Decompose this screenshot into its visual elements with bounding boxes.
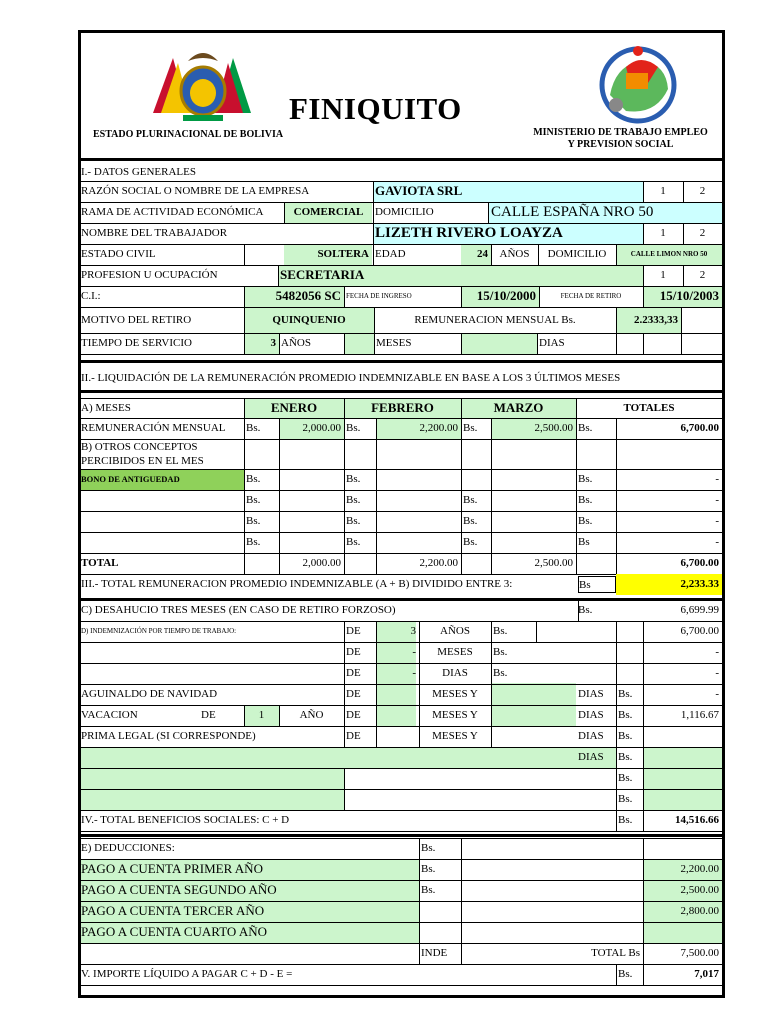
- ministry-logo-icon: [596, 43, 681, 128]
- finiquito-document: FINIQUITO ESTADO PLURINACIONAL DE BOLIVIA MINISTERIO DE TRABAJO EMPLEO Y PREVISION SOCIAL I.- DATOS GENERALES RAZÓN SOCIAL O NOMBRE DE LA EMPRESA GAVIOTA SRL 1 2 RAMA DE ACTIVIDAD ECONÓMICA COMERCIAL DOMICILIO CALLE ESPAÑA NRO 50 NOMBRE DEL TRABAJADOR LIZETH RIVERO LOAYZA 1 2 ESTADO CIVIL SOLTERA EDAD 24 AÑOS DOMICILIO CALLE LIMON NRO 50 PROFESION U OCUPACIÓN SECRETARIA 1 2 C.I.: 5482056 SC FECHA DE INGRESO 15/10/2000 FECHA DE RETIRO 15/10/2003 MOTIVO DEL RETIRO QUINQUENIO REMUNERACION MENSUAL Bs. 2.2333,33 TIEMPO DE SERVICIO 3 AÑOS MESES DIAS II.- LIQUIDACIÓN DE LA REMUNERACIÓN PROMEDIO INDEMNIZABLE EN BASE A LOS 3 ÚLTIMOS MESES A) MESES ENERO FEBRERO MARZO TOTALES REMUNERACIÓN MENSUAL Bs. 2,000.00 Bs. 2,200.00 Bs. 2,500.00 Bs. 6,700.00 B) OTROS CONCEPTOS PERCIBIDOS EN EL MES BONO DE ANTIGUEDAD Bs. Bs. Bs. - Bs. Bs. Bs. Bs. - Bs. Bs. Bs. Bs. - Bs. Bs. Bs. Bs - TOTAL 2,000.00 2,200.00 2,500.00 6,700.00 III.- TOTAL REMUNERACION PROMEDIO INDEMNIZABLE (A + B) DIVIDIDO ENTRE 3: Bs 2,233.33 C) DESAHUCIO TRES MESES (EN CASO DE RETIRO FORZOSO) Bs. 6,699.99 D) INDEMNIZACIÓN POR TIEMPO DE TRABAJO: DE 3 AÑOS Bs. 6,700.00 DE - MESES Bs. - DE - DIAS Bs. - AGUINALDO DE NAVIDAD DE MESES Y DIAS Bs. - VACACION DE 1 AÑO DE MESES Y DIAS Bs. 1,116.67 PRIMA LEGAL (SI CORRESPONDE) DE MESES Y DIAS Bs. DIAS Bs. Bs. Bs. IV.- TOTAL BENEFICIOS SOCIALES: C + D Bs. 14,516.66 E) DEDUCCIONES: Bs. PAGO A CUENTA PRIMER AÑO Bs. 2,200.00 PAGO A CUENTA SEGUNDO AÑO Bs. 2,500.00 PAGO A CUENTA TERCER AÑO 2,800.00 PAGO A CUENTA CUARTO AÑO INDE TOTAL Bs 7,500.00 V. IMPORTE LÍQUIDO A PAGAR C + D - E = Bs. 7,017: [78, 30, 725, 998]
- rama-value: COMERCIAL: [293, 206, 364, 218]
- motivo-value: QUINQUENIO: [272, 314, 346, 326]
- pago-1-label: PAGO A CUENTA PRIMER AÑO: [81, 861, 263, 876]
- month-3: MARZO: [493, 400, 544, 415]
- ingreso-value: 15/10/2000: [476, 288, 536, 303]
- section-4-title: IV.- TOTAL BENEFICIOS SOCIALES: C + D: [81, 814, 290, 826]
- liquido-pagar-value: 7,017: [694, 968, 719, 980]
- domicilio-value: CALLE ESPAÑA NRO 50: [491, 204, 654, 220]
- pago-4-label: PAGO A CUENTA CUARTO AÑO: [81, 924, 267, 939]
- bono-antiguedad-label: BONO DE ANTIGUEDAD: [81, 474, 180, 484]
- section-3-title: III.- TOTAL REMUNERACION PROMEDIO INDEMNIZABLE (A + B) DIVIDIDO ENTRE 3:: [81, 578, 513, 590]
- domicilio2-value: CALLE LIMON NRO 50: [630, 250, 708, 258]
- trabajador-value: LIZETH RIVERO LOAYZA: [375, 225, 563, 241]
- section-5-title: V. IMPORTE LÍQUIDO A PAGAR C + D - E =: [81, 968, 293, 980]
- tiempo-value: 3: [270, 337, 276, 349]
- remuneracion-value: 2.2333,33: [634, 314, 678, 326]
- coat-of-arms-icon: [143, 43, 263, 128]
- civil-value: SOLTERA: [317, 248, 369, 260]
- document-title: FINIQUITO: [289, 91, 462, 126]
- empresa-value: GAVIOTA SRL: [375, 183, 463, 198]
- section-1-title: I.- DATOS GENERALES: [81, 166, 196, 178]
- month-1: ENERO: [270, 400, 318, 415]
- section-2-title: II.- LIQUIDACIÓN DE LA REMUNERACIÓN PROMEDIO INDEMNIZABLE EN BASE A LOS 3 ÚLTIMOS MESES: [81, 372, 621, 384]
- pago-2-label: PAGO A CUENTA SEGUNDO AÑO: [81, 882, 277, 897]
- document-header: [81, 33, 722, 168]
- edad-value: 24: [477, 248, 488, 260]
- beneficios-total-value: 14,516.66: [675, 814, 719, 826]
- left-organization: ESTADO PLURINACIONAL DE BOLIVIA: [93, 129, 284, 140]
- month-2: FEBRERO: [371, 400, 434, 415]
- profesion-value: SECRETARIA: [280, 267, 365, 282]
- ci-value: 5482056 SC: [275, 288, 341, 303]
- retiro-value: 15/10/2003: [659, 288, 719, 303]
- right-organization: MINISTERIO DE TRABAJO EMPLEO Y PREVISION SOCIAL: [533, 127, 708, 150]
- pago-3-label: PAGO A CUENTA TERCER AÑO: [81, 903, 265, 918]
- promedio-value: 2,233.33: [680, 578, 719, 590]
